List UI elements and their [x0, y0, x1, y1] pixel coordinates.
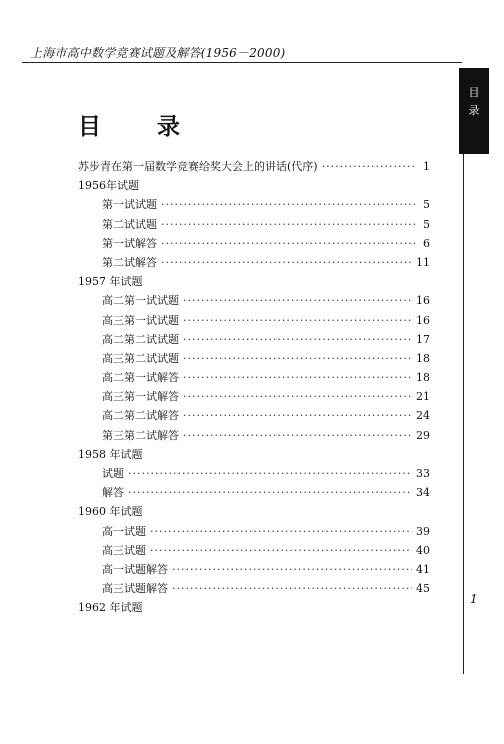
toc-entry-title: 1956年试题 [78, 179, 139, 193]
toc-leader-dots [150, 544, 412, 557]
toc-entry[interactable] [78, 388, 430, 407]
toc-page-number: 41 [416, 562, 430, 576]
toc-entry-title: 试题 [102, 467, 124, 480]
toc-page-number: 24 [416, 409, 430, 423]
toc-page-number: 21 [416, 390, 430, 404]
toc-section[interactable] [78, 503, 430, 522]
toc-entry[interactable] [78, 407, 430, 426]
toc-leader-dots [161, 218, 416, 231]
toc-entry-title: 第二试解答 [102, 255, 157, 269]
toc-page-number: 6 [423, 236, 430, 250]
toc-entry-title: 高一试题 [102, 524, 146, 538]
toc-entry-title: 第三第二试解答 [102, 428, 179, 442]
toc-entry[interactable] [78, 580, 430, 599]
toc-page-number: 39 [416, 524, 430, 538]
toc-leader-dots [128, 467, 412, 480]
toc-page-number: 1 [423, 160, 430, 173]
toc-entry-title: 高一试题解答 [102, 562, 168, 576]
toc-leader-dots [183, 390, 412, 403]
toc-section[interactable] [78, 273, 430, 292]
toc-entry[interactable] [78, 369, 430, 388]
toc-entry-title: 1957 年试题 [78, 275, 143, 289]
toc-entry-title: 高三第一试试题 [102, 313, 179, 327]
toc-entry[interactable] [78, 350, 430, 369]
toc-page-number: 18 [416, 351, 430, 365]
running-header-title: 上海市高中数学竞赛试题及解答(1956－2000) [30, 46, 286, 60]
toc-leader-dots [183, 409, 412, 422]
toc-leader-dots [183, 429, 412, 442]
toc-entry-title: 高二第一试解答 [102, 371, 179, 385]
toc-leader-dots [183, 371, 412, 384]
toc-entry[interactable] [78, 196, 430, 215]
toc-leader-dots [183, 333, 412, 346]
toc-entry-title: 第一试试题 [102, 198, 157, 212]
toc-entry-title: 第二试试题 [102, 217, 157, 231]
toc-entry-title: 高三试题解答 [102, 582, 168, 596]
toc-page-number: 11 [416, 255, 430, 269]
toc-section[interactable] [78, 158, 430, 177]
toc-leader-dots [161, 198, 416, 211]
toc-page-number: 17 [416, 332, 430, 346]
side-tab-char-2: 录 [468, 104, 480, 117]
chapter-side-tab [459, 68, 489, 154]
toc-entry[interactable] [78, 523, 430, 542]
toc-leader-dots [183, 314, 412, 327]
toc-page-number: 34 [416, 486, 430, 500]
side-tab-char-1: 目 [468, 86, 480, 99]
toc-entry-title: 1958 年试题 [78, 447, 143, 461]
toc-heading: 目 录 [78, 114, 205, 140]
page-number: 1 [470, 592, 478, 606]
toc-leader-dots [150, 525, 412, 538]
toc-entry-title: 高二第一试试题 [102, 294, 179, 308]
header-rule [22, 62, 462, 63]
toc-entry[interactable] [78, 484, 430, 503]
toc-leader-dots [128, 486, 412, 499]
toc-page-number: 40 [416, 543, 430, 557]
toc-section[interactable] [78, 446, 430, 465]
toc-leader-dots [172, 582, 412, 595]
toc-entry-title: 苏步青在第一届数学竞赛给奖大会上的讲话(代序) [78, 160, 318, 173]
toc-entry[interactable] [78, 235, 430, 254]
toc-page-number: 18 [416, 371, 430, 385]
toc-leader-dots [161, 237, 416, 250]
toc-leader-dots [161, 256, 412, 269]
toc-section[interactable] [78, 177, 430, 196]
table-of-contents [78, 158, 430, 619]
toc-entry[interactable] [78, 292, 430, 311]
toc-entry-title: 高三试题 [102, 543, 146, 557]
toc-leader-dots [322, 160, 416, 173]
toc-entry-title: 1960 年试题 [78, 505, 143, 519]
toc-entry-title: 高三第一试解答 [102, 390, 179, 404]
toc-entry[interactable] [78, 542, 430, 561]
toc-entry[interactable] [78, 427, 430, 446]
toc-entry-title: 解答 [102, 486, 124, 500]
toc-entry[interactable] [78, 254, 430, 273]
toc-page-number: 45 [416, 582, 430, 596]
toc-page-number: 5 [423, 198, 430, 212]
toc-page-number: 5 [423, 217, 430, 231]
toc-section[interactable] [78, 599, 430, 618]
toc-entry[interactable] [78, 465, 430, 484]
toc-entry-title: 高三第二试试题 [102, 351, 179, 365]
toc-entry-title: 高二第二试试题 [102, 332, 179, 346]
toc-leader-dots [172, 563, 412, 576]
toc-entry-title: 1962 年试题 [78, 601, 143, 615]
margin-rule [463, 154, 464, 674]
toc-entry-title: 高二第二试解答 [102, 409, 179, 423]
toc-page-number: 16 [416, 294, 430, 308]
toc-entry[interactable] [78, 312, 430, 331]
toc-page-number: 16 [416, 313, 430, 327]
toc-page-number: 33 [416, 467, 430, 480]
toc-entry[interactable] [78, 561, 430, 580]
toc-leader-dots [183, 352, 412, 365]
toc-page-number: 29 [416, 428, 430, 442]
toc-entry[interactable] [78, 331, 430, 350]
toc-entry-title: 第一试解答 [102, 236, 157, 250]
toc-entry[interactable] [78, 216, 430, 235]
toc-leader-dots [183, 294, 412, 307]
